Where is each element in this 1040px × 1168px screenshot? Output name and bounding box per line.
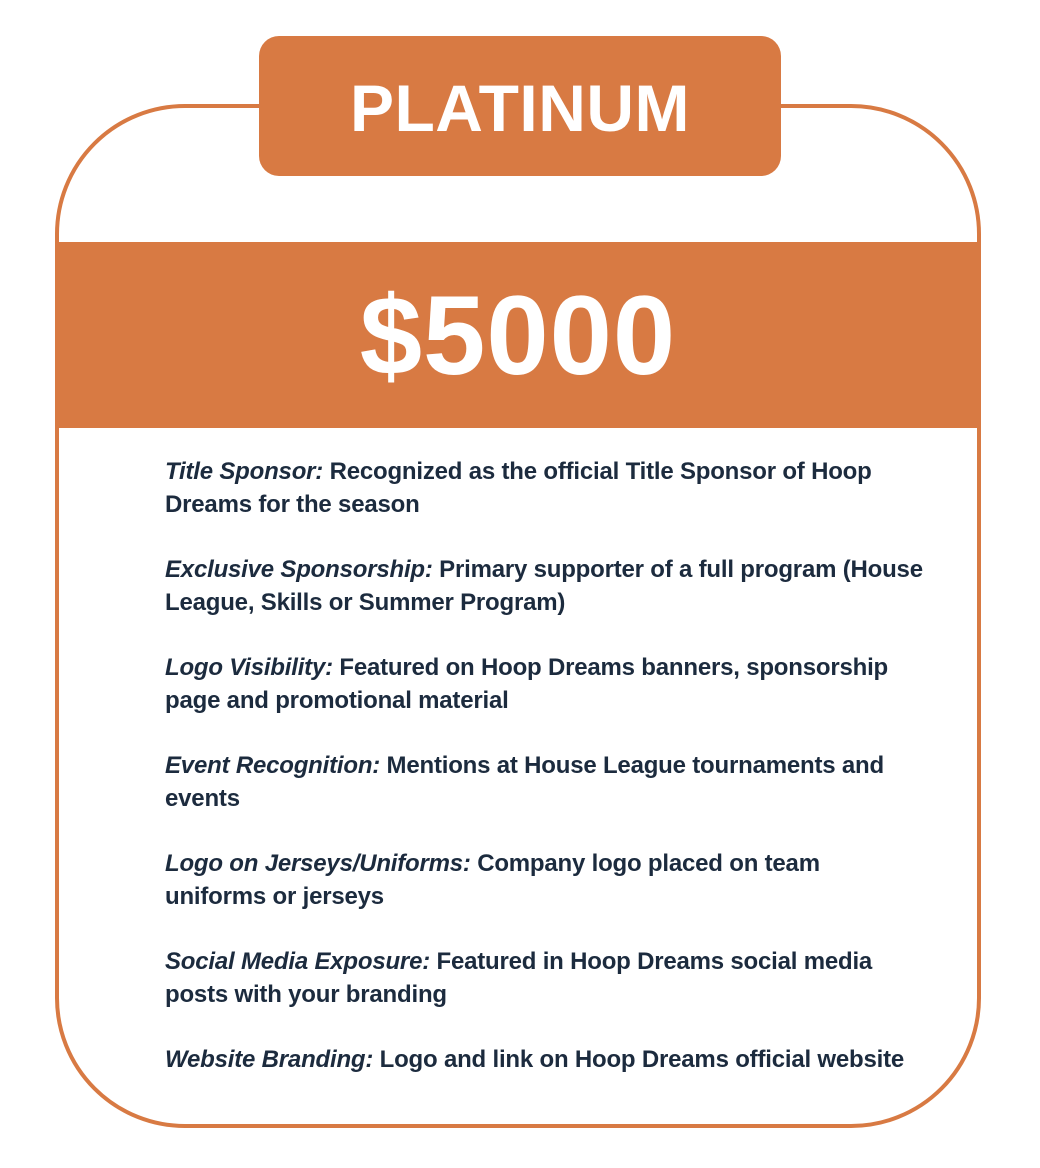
benefit-text: Recognized as the official Title Sponsor of Hoop Dreams for the season bbox=[165, 458, 872, 518]
benefit-logo-on-jerseys bbox=[165, 847, 925, 913]
benefit-title: Logo on Jerseys/Uniforms: bbox=[165, 850, 471, 877]
tier-price: $5000 bbox=[359, 273, 677, 398]
benefit-exclusive-sponsorship bbox=[165, 553, 925, 619]
tier-tab bbox=[259, 36, 781, 176]
benefit-title: Website Branding: bbox=[165, 1046, 374, 1073]
benefit-website-branding bbox=[165, 1043, 925, 1076]
benefit-title: Event Recognition: bbox=[165, 752, 381, 779]
benefits-list bbox=[165, 455, 925, 1108]
tier-label: PLATINUM bbox=[349, 71, 691, 145]
benefit-title: Logo Visibility: bbox=[165, 654, 333, 681]
benefit-text: Company logo placed on team uniforms or jerseys bbox=[165, 850, 820, 910]
benefit-social-media-exposure bbox=[165, 945, 925, 1011]
benefit-logo-visibility bbox=[165, 651, 925, 717]
benefit-text: Logo and link on Hoop Dreams official website bbox=[373, 1046, 905, 1073]
benefit-text: Primary supporter of a full program (House League, Skills or Summer Program) bbox=[165, 556, 923, 616]
benefit-text: Featured on Hoop Dreams banners, sponsorship page and promotional material bbox=[165, 654, 889, 714]
benefit-title-sponsor bbox=[165, 455, 925, 521]
benefit-title: Exclusive Sponsorship: bbox=[165, 556, 433, 583]
benefit-event-recognition bbox=[165, 749, 925, 815]
price-band bbox=[59, 242, 977, 428]
benefit-title: Title Sponsor: bbox=[165, 458, 324, 485]
benefit-text: Mentions at House League tournaments and events bbox=[165, 752, 884, 812]
benefit-title: Social Media Exposure: bbox=[165, 948, 431, 975]
benefit-text: Featured in Hoop Dreams social media posts with your branding bbox=[165, 948, 873, 1008]
